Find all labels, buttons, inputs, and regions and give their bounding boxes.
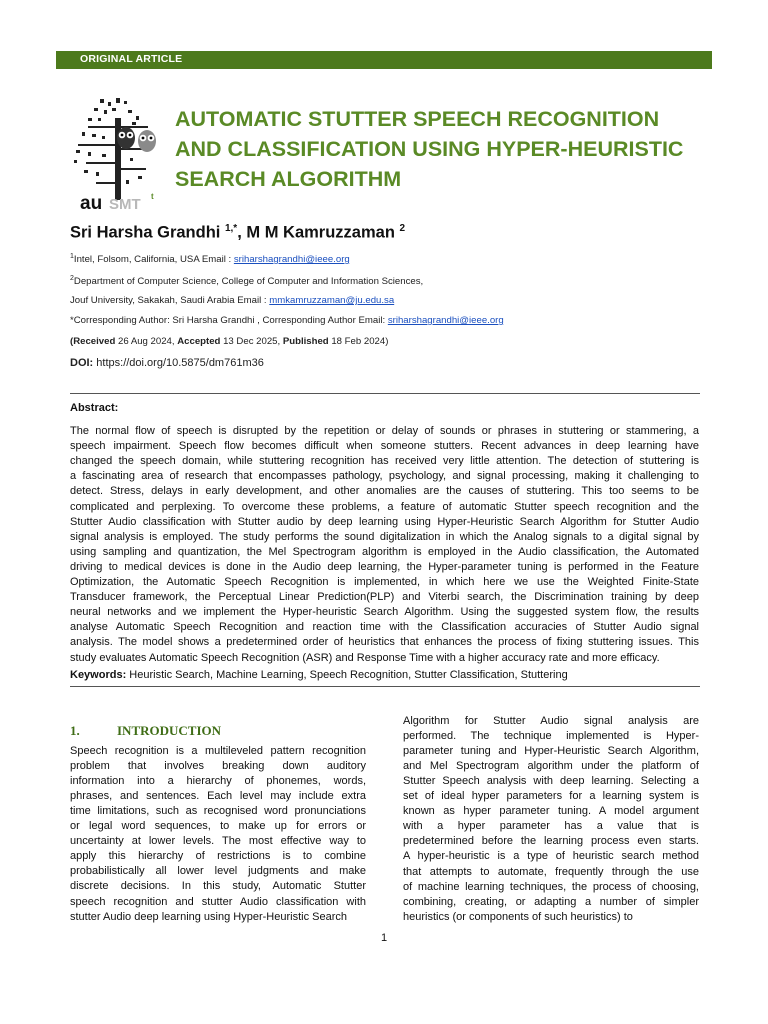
keywords-label: Keywords:: [70, 669, 127, 681]
text-line: using sampling and quantization, the Mel Spectrogram algorithm is employed in the Audio classification, the Automated: [70, 545, 699, 558]
text-line: changed the speech domain, while stuttering recognition has received very little attention. The detection of stuttering is: [70, 455, 699, 468]
text-line: with a hyper parameter has a value that is: [403, 820, 699, 833]
text-line: and Mel Spectrogram algorithm under the platform of: [403, 760, 699, 773]
text-line: A hyper-heuristic is a type of heuristic search method: [403, 850, 699, 863]
text-line: analyse Automatic Speech Recognition and reaction time with the Classification accuracies of Stutter Audio signal: [70, 621, 699, 634]
abstract-heading: Abstract:: [70, 402, 119, 414]
text-line: problem that involves breaking down auditory: [70, 760, 366, 773]
logo-wordmark-sup: t: [151, 192, 154, 201]
text-line: complicated and perplexing. To overcome these problems, a feature of automatic Stutter speech recognition and the: [70, 500, 699, 513]
text-line: heuristics (or components of such heuristics) to: [403, 910, 633, 923]
accepted-date: 13 Dec 2025,: [220, 336, 283, 347]
section-number: 1.: [70, 723, 80, 738]
received-date: 26 Aug 2024,: [115, 336, 178, 347]
text-line: probabilistically all lower level judgments and make: [70, 865, 366, 878]
text-line: performed. The technique implemented is Hyper-: [403, 730, 699, 743]
article-type-banner: [56, 51, 712, 69]
text-line: Transducer framework, the Perceptual Linear Prediction(PLP) and Viterbi search, the Discrimination training by deep: [70, 591, 699, 604]
author-separator: ,: [237, 223, 247, 242]
author-affiliation-sup: 2: [399, 223, 406, 234]
text-line: Speech recognition is a multileveled pattern recognition: [70, 745, 366, 757]
text-line: parameter tuning and Hyper-Heuristic Search Algorithm,: [403, 745, 699, 758]
page-number: 1: [381, 932, 388, 944]
text-line: signal analysis is employed. The study performs the sound digitalization in which the Analog signals to a digital signal by: [70, 530, 699, 543]
affiliation-text: Jouf University, Sakakah, Saudi Arabia Email :: [70, 295, 270, 306]
published-label: Published: [282, 336, 329, 347]
text-line: Algorithm for Stutter Audio signal analysis are: [403, 715, 699, 727]
text-line: stutter Audio deep learning using Hyper-Heuristic Search: [70, 910, 347, 923]
text-line: set of ideal hyper parameters for a learning system is: [403, 790, 699, 803]
logo-wordmark-au: au: [80, 193, 103, 212]
paren: (: [70, 336, 74, 347]
text-line: combining, creating, or adapting a number of simpler: [403, 895, 699, 908]
text-line: time limitations, such as recognised word pronunciations: [70, 805, 366, 818]
text-line: apply this hierarchy of restrictions is to combine: [70, 850, 366, 863]
affiliation-text: Intel, Folsom, California, USA Email :: [73, 254, 234, 266]
divider: [70, 393, 700, 394]
paper-title: [175, 104, 705, 194]
email-link[interactable]: sriharshagrandhi@ieee.org: [387, 315, 504, 326]
corresponding-author: [70, 315, 504, 326]
text-line: The normal flow of speech is disrupted by the repetition or delay of sounds or phrases in stuttering or stammering, a: [70, 425, 699, 437]
text-line: Optimization, the Automatic Speech Recognition is implemented, in which here we use the Weighted Finite-State: [70, 576, 699, 588]
title-line: AUTOMATIC STUTTER SPEECH RECOGNITION: [175, 107, 660, 131]
text-line: known as hyper parameter tuning. A model argument: [403, 805, 699, 818]
text-line: study evaluates Automatic Speech Recognition (ASR) and Response Time with a higher accuracy rate and more efficacy.: [70, 651, 660, 664]
text-line: driving to medical devices is done in the Audio deep learning, the Hyper-parameter tuning is performed in the Feature: [70, 560, 699, 573]
text-line: that attempts to automate, frequently through the use: [403, 865, 699, 878]
author-list: [70, 223, 405, 243]
corresponding-text: *Corresponding Author: Sri Harsha Grandhi , Corresponding Author Email:: [70, 315, 388, 326]
section-heading: [70, 723, 221, 739]
text-line: detect. Stress, delays in early development, and other anomalies are the causes of stuttering. This too seems to be: [70, 485, 699, 498]
text-line: uncertainty at lower levels. The most effective way to: [70, 835, 366, 848]
text-line: analysis. The model shows a predetermined order of heuristics that enhances the process of fixing stuttering issues. This: [70, 636, 699, 649]
email-link[interactable]: sriharshagrandhi@ieee.org: [233, 254, 350, 266]
keywords-line: [70, 669, 568, 681]
author-name: Sri Harsha Grandhi: [70, 223, 225, 242]
affiliation-2-cont: [70, 295, 394, 306]
accepted-label: Accepted: [177, 336, 221, 347]
published-date: 18 Feb 2024): [328, 336, 389, 347]
divider: [70, 686, 700, 687]
text-line: information into a hierarchy of phonemes, words,: [70, 775, 366, 788]
text-line: Stutter Speech analysis with deep learning. Selecting a: [403, 775, 699, 788]
journal-logo: [66, 96, 172, 212]
text-line: of machine learning techniques, the process of choosing,: [403, 880, 699, 893]
email-link[interactable]: mmkamruzzaman@ju.edu.sa: [269, 295, 395, 306]
text-line: speech recognition and stutter Audio classification with: [70, 895, 366, 908]
affiliation-number: 1: [70, 253, 74, 260]
doi-line: [70, 357, 264, 369]
doi-label: DOI:: [70, 357, 94, 369]
affiliation-2: [70, 275, 423, 287]
section-title: INTRODUCTION: [117, 723, 222, 738]
article-type-label: ORIGINAL ARTICLE: [80, 53, 183, 65]
text-line: predetermined before the learning process even starts.: [403, 835, 699, 848]
text-line: phrases, and sentences. Each level may include extra: [70, 790, 366, 803]
title-line: AND CLASSIFICATION USING HYPER-HEURISTIC: [175, 137, 684, 161]
received-label: Received: [73, 336, 116, 347]
title-line: SEARCH ALGORITHM: [175, 167, 402, 191]
affiliation-text: Department of Computer Science, College of Computer and Information Sciences,: [73, 276, 424, 288]
doi-link[interactable]: https://doi.org/10.5875/dm761m36: [93, 357, 264, 369]
keywords-value: Heuristic Search, Machine Learning, Speech Recognition, Stutter Classification, Stuttering: [126, 669, 568, 681]
text-line: neural networks and we implement the Hyper-heuristic Search Algorithm. Using the suggested system flow, the results: [70, 606, 699, 619]
logo-wordmark-smt: SMT: [109, 196, 141, 212]
author-affiliation-sup: 1,*: [224, 223, 238, 234]
text-line: or legal word sequences, to make up for errors or: [70, 820, 366, 833]
text-line: a fascinating area of research that encompasses pathology, psychology, and signal processing, making it challenging to: [70, 470, 699, 483]
text-line: Stutter Audio classification with Stutter audio by deep learning using Hyper-Heuristic Search Algorithm for Stutter Audio: [70, 515, 699, 528]
affiliation-1: [70, 253, 350, 265]
text-line: speech impairment. Speech flow becomes difficult when someone stutters. Recent advances in deep learning have: [70, 440, 699, 453]
affiliation-number: 2: [70, 275, 74, 282]
publication-dates: [70, 336, 388, 347]
text-line: discrete decisions. In this study, Automatic Stutter: [70, 880, 366, 893]
author-name: M M Kamruzzaman: [246, 223, 400, 242]
